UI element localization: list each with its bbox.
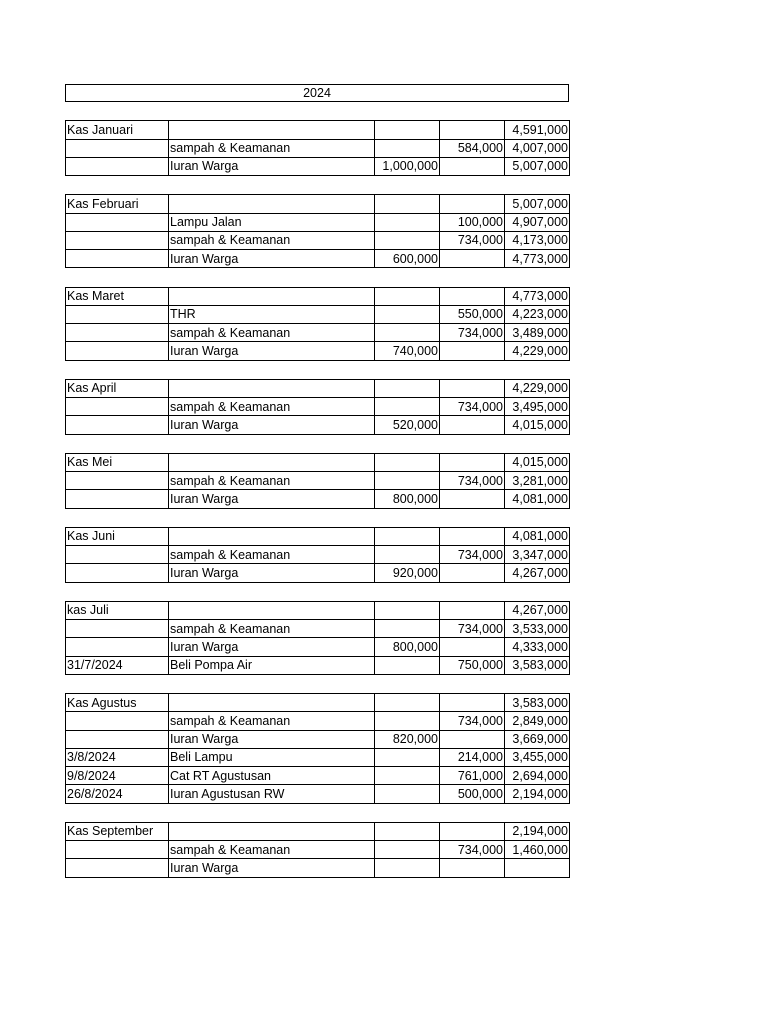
ledger-row <box>66 841 570 859</box>
ledger-row <box>66 748 570 766</box>
cell[interactable]: 9/8/2024 <box>66 767 169 785</box>
cell[interactable]: Iuran Warga <box>169 564 375 582</box>
cell[interactable] <box>375 767 440 785</box>
cell[interactable]: Kas Agustus <box>66 694 169 712</box>
ledger-row <box>66 859 570 877</box>
cell[interactable] <box>440 121 505 139</box>
cell[interactable] <box>169 121 375 139</box>
cell[interactable]: 100,000 <box>440 213 505 231</box>
section-gap <box>65 361 569 379</box>
cell[interactable]: sampah & Keamanan <box>169 139 375 157</box>
cell[interactable] <box>169 527 375 545</box>
cell[interactable]: 734,000 <box>440 398 505 416</box>
cell[interactable]: Kas Juni <box>66 527 169 545</box>
cell[interactable]: sampah & Keamanan <box>169 231 375 249</box>
ledger-sections <box>65 102 569 878</box>
month-header-row <box>66 694 570 712</box>
cell[interactable]: sampah & Keamanan <box>169 472 375 490</box>
section-gap <box>65 804 569 822</box>
cell[interactable] <box>66 398 169 416</box>
year-title <box>65 84 569 102</box>
cell[interactable]: 3,281,000 <box>505 472 570 490</box>
cell[interactable]: Beli Lampu <box>169 748 375 766</box>
month-header-row <box>66 527 570 545</box>
cell[interactable] <box>66 231 169 249</box>
month-ledger-table <box>65 822 570 878</box>
cell[interactable]: Iuran Warga <box>169 157 375 175</box>
cell[interactable] <box>440 601 505 619</box>
ledger-row <box>66 564 570 582</box>
cell[interactable] <box>66 213 169 231</box>
month-header-row <box>66 195 570 213</box>
ledger-row <box>66 712 570 730</box>
cell[interactable]: Iuran Warga <box>169 859 375 877</box>
month-ledger-table <box>65 693 570 804</box>
ledger-row <box>66 324 570 342</box>
spreadsheet <box>65 84 569 878</box>
cell[interactable] <box>66 305 169 323</box>
section-gap <box>65 675 569 693</box>
cell[interactable] <box>375 379 440 397</box>
cell[interactable]: Kas April <box>66 379 169 397</box>
cell[interactable] <box>66 841 169 859</box>
cell[interactable]: 550,000 <box>440 305 505 323</box>
cell[interactable] <box>440 564 505 582</box>
cell[interactable]: 2,849,000 <box>505 712 570 730</box>
month-ledger-table <box>65 453 570 509</box>
ledger-row <box>66 785 570 803</box>
cell[interactable] <box>66 638 169 656</box>
cell[interactable] <box>66 490 169 508</box>
cell[interactable] <box>375 748 440 766</box>
cell[interactable]: sampah & Keamanan <box>169 712 375 730</box>
cell[interactable]: 4,081,000 <box>505 527 570 545</box>
cell[interactable] <box>440 527 505 545</box>
cell[interactable] <box>440 822 505 840</box>
cell[interactable]: 4,173,000 <box>505 231 570 249</box>
cell[interactable] <box>375 527 440 545</box>
cell[interactable]: 3,455,000 <box>505 748 570 766</box>
cell[interactable] <box>66 416 169 434</box>
month-header-row <box>66 379 570 397</box>
cell[interactable]: Cat RT Agustusan <box>169 767 375 785</box>
cell[interactable] <box>66 157 169 175</box>
ledger-row <box>66 398 570 416</box>
cell[interactable]: THR <box>169 305 375 323</box>
cell[interactable] <box>375 453 440 471</box>
cell[interactable] <box>375 398 440 416</box>
cell[interactable]: 800,000 <box>375 638 440 656</box>
cell[interactable] <box>375 620 440 638</box>
cell[interactable]: 734,000 <box>440 841 505 859</box>
month-header-row <box>66 453 570 471</box>
year-title-text: 2024 <box>303 86 331 100</box>
cell[interactable] <box>375 601 440 619</box>
cell[interactable] <box>440 250 505 268</box>
cell[interactable] <box>66 324 169 342</box>
cell[interactable] <box>375 287 440 305</box>
cell[interactable]: 820,000 <box>375 730 440 748</box>
cell[interactable] <box>375 472 440 490</box>
cell[interactable]: 26/8/2024 <box>66 785 169 803</box>
cell[interactable]: 2,194,000 <box>505 785 570 803</box>
section-gap <box>65 509 569 527</box>
cell[interactable]: sampah & Keamanan <box>169 620 375 638</box>
ledger-row <box>66 472 570 490</box>
cell[interactable]: 750,000 <box>440 656 505 674</box>
cell[interactable]: 4,267,000 <box>505 601 570 619</box>
cell[interactable]: 4,015,000 <box>505 416 570 434</box>
cell[interactable] <box>66 250 169 268</box>
cell[interactable]: 800,000 <box>375 490 440 508</box>
cell[interactable]: 2,694,000 <box>505 767 570 785</box>
month-ledger-table <box>65 287 570 361</box>
cell[interactable]: 500,000 <box>440 785 505 803</box>
cell[interactable] <box>169 379 375 397</box>
cell[interactable] <box>169 694 375 712</box>
month-ledger-table <box>65 379 570 435</box>
cell[interactable]: 4,007,000 <box>505 139 570 157</box>
cell[interactable] <box>66 546 169 564</box>
cell[interactable]: Iuran Warga <box>169 490 375 508</box>
cell[interactable] <box>375 785 440 803</box>
cell[interactable]: 1,000,000 <box>375 157 440 175</box>
section-gap <box>65 176 569 194</box>
cell[interactable] <box>440 490 505 508</box>
ledger-row <box>66 620 570 638</box>
cell[interactable]: 734,000 <box>440 231 505 249</box>
cell[interactable] <box>375 859 440 877</box>
month-header-row <box>66 822 570 840</box>
cell[interactable] <box>66 712 169 730</box>
cell[interactable]: 761,000 <box>440 767 505 785</box>
ledger-row <box>66 139 570 157</box>
cell[interactable]: 734,000 <box>440 546 505 564</box>
cell[interactable]: 4,773,000 <box>505 250 570 268</box>
cell[interactable]: 5,007,000 <box>505 157 570 175</box>
cell[interactable]: 734,000 <box>440 620 505 638</box>
cell[interactable] <box>169 195 375 213</box>
cell[interactable]: 214,000 <box>440 748 505 766</box>
cell[interactable]: 4,015,000 <box>505 453 570 471</box>
cell[interactable]: 3,347,000 <box>505 546 570 564</box>
cell[interactable]: 3,669,000 <box>505 730 570 748</box>
ledger-row <box>66 250 570 268</box>
cell[interactable]: 734,000 <box>440 712 505 730</box>
cell[interactable] <box>440 379 505 397</box>
ledger-row <box>66 767 570 785</box>
cell[interactable]: 734,000 <box>440 472 505 490</box>
cell[interactable]: Iuran Warga <box>169 416 375 434</box>
ledger-row <box>66 342 570 360</box>
ledger-row <box>66 305 570 323</box>
cell[interactable] <box>375 195 440 213</box>
month-ledger-table <box>65 194 570 268</box>
cell[interactable]: 4,267,000 <box>505 564 570 582</box>
ledger-row <box>66 546 570 564</box>
ledger-row <box>66 157 570 175</box>
cell[interactable]: 4,591,000 <box>505 121 570 139</box>
cell[interactable]: Iuran Agustusan RW <box>169 785 375 803</box>
cell[interactable]: 4,333,000 <box>505 638 570 656</box>
cell[interactable]: 4,907,000 <box>505 213 570 231</box>
cell[interactable] <box>375 121 440 139</box>
cell[interactable] <box>440 342 505 360</box>
cell[interactable] <box>440 195 505 213</box>
cell[interactable]: sampah & Keamanan <box>169 841 375 859</box>
cell[interactable] <box>169 822 375 840</box>
cell[interactable]: Iuran Warga <box>169 638 375 656</box>
cell[interactable]: 3,495,000 <box>505 398 570 416</box>
ledger-row <box>66 416 570 434</box>
cell[interactable]: sampah & Keamanan <box>169 398 375 416</box>
cell[interactable] <box>375 231 440 249</box>
cell[interactable] <box>440 859 505 877</box>
cell[interactable] <box>440 157 505 175</box>
cell[interactable]: 3,583,000 <box>505 694 570 712</box>
section-gap <box>65 435 569 453</box>
cell[interactable]: Beli Pompa Air <box>169 656 375 674</box>
cell[interactable]: Kas Mei <box>66 453 169 471</box>
cell[interactable] <box>440 730 505 748</box>
cell[interactable] <box>169 287 375 305</box>
cell[interactable]: Kas Februari <box>66 195 169 213</box>
cell[interactable]: 4,229,000 <box>505 342 570 360</box>
cell[interactable] <box>66 564 169 582</box>
cell[interactable]: 5,007,000 <box>505 195 570 213</box>
month-header-row <box>66 121 570 139</box>
cell[interactable] <box>169 453 375 471</box>
ledger-row <box>66 730 570 748</box>
cell[interactable]: 520,000 <box>375 416 440 434</box>
cell[interactable] <box>66 342 169 360</box>
cell[interactable]: Lampu Jalan <box>169 213 375 231</box>
cell[interactable]: Kas Januari <box>66 121 169 139</box>
cell[interactable]: Kas Maret <box>66 287 169 305</box>
cell[interactable]: sampah & Keamanan <box>169 324 375 342</box>
cell[interactable]: 584,000 <box>440 139 505 157</box>
month-header-row <box>66 287 570 305</box>
cell[interactable]: 920,000 <box>375 564 440 582</box>
cell[interactable]: 3/8/2024 <box>66 748 169 766</box>
cell[interactable]: sampah & Keamanan <box>169 546 375 564</box>
cell[interactable] <box>440 694 505 712</box>
cell[interactable] <box>505 859 570 877</box>
month-header-row <box>66 601 570 619</box>
cell[interactable] <box>169 601 375 619</box>
section-gap <box>65 102 569 120</box>
cell[interactable] <box>375 822 440 840</box>
cell[interactable] <box>375 656 440 674</box>
ledger-row <box>66 656 570 674</box>
cell[interactable] <box>375 324 440 342</box>
cell[interactable]: 31/7/2024 <box>66 656 169 674</box>
cell[interactable] <box>375 305 440 323</box>
cell[interactable]: Kas September <box>66 822 169 840</box>
cell[interactable]: 3,583,000 <box>505 656 570 674</box>
cell[interactable]: Iuran Warga <box>169 730 375 748</box>
cell[interactable]: 3,533,000 <box>505 620 570 638</box>
cell[interactable]: 4,773,000 <box>505 287 570 305</box>
cell[interactable] <box>440 453 505 471</box>
section-gap <box>65 268 569 286</box>
cell[interactable] <box>66 859 169 877</box>
cell[interactable] <box>440 287 505 305</box>
cell[interactable] <box>375 694 440 712</box>
cell[interactable] <box>375 841 440 859</box>
cell[interactable]: 734,000 <box>440 324 505 342</box>
month-ledger-table <box>65 120 570 176</box>
cell[interactable]: 4,223,000 <box>505 305 570 323</box>
cell[interactable]: Iuran Warga <box>169 250 375 268</box>
cell[interactable] <box>66 620 169 638</box>
section-gap <box>65 583 569 601</box>
month-ledger-table <box>65 527 570 583</box>
cell[interactable] <box>66 730 169 748</box>
cell[interactable] <box>375 139 440 157</box>
ledger-row <box>66 231 570 249</box>
ledger-row <box>66 213 570 231</box>
cell[interactable]: Iuran Warga <box>169 342 375 360</box>
cell[interactable]: 3,489,000 <box>505 324 570 342</box>
cell[interactable] <box>440 416 505 434</box>
cell[interactable]: 2,194,000 <box>505 822 570 840</box>
cell[interactable]: 740,000 <box>375 342 440 360</box>
cell[interactable] <box>66 472 169 490</box>
cell[interactable]: 600,000 <box>375 250 440 268</box>
cell[interactable] <box>66 139 169 157</box>
cell[interactable] <box>375 213 440 231</box>
cell[interactable]: 4,229,000 <box>505 379 570 397</box>
month-ledger-table <box>65 601 570 675</box>
cell[interactable]: kas Juli <box>66 601 169 619</box>
cell[interactable]: 1,460,000 <box>505 841 570 859</box>
ledger-row <box>66 638 570 656</box>
cell[interactable]: 4,081,000 <box>505 490 570 508</box>
cell[interactable] <box>440 638 505 656</box>
cell[interactable] <box>375 712 440 730</box>
ledger-row <box>66 490 570 508</box>
cell[interactable] <box>375 546 440 564</box>
